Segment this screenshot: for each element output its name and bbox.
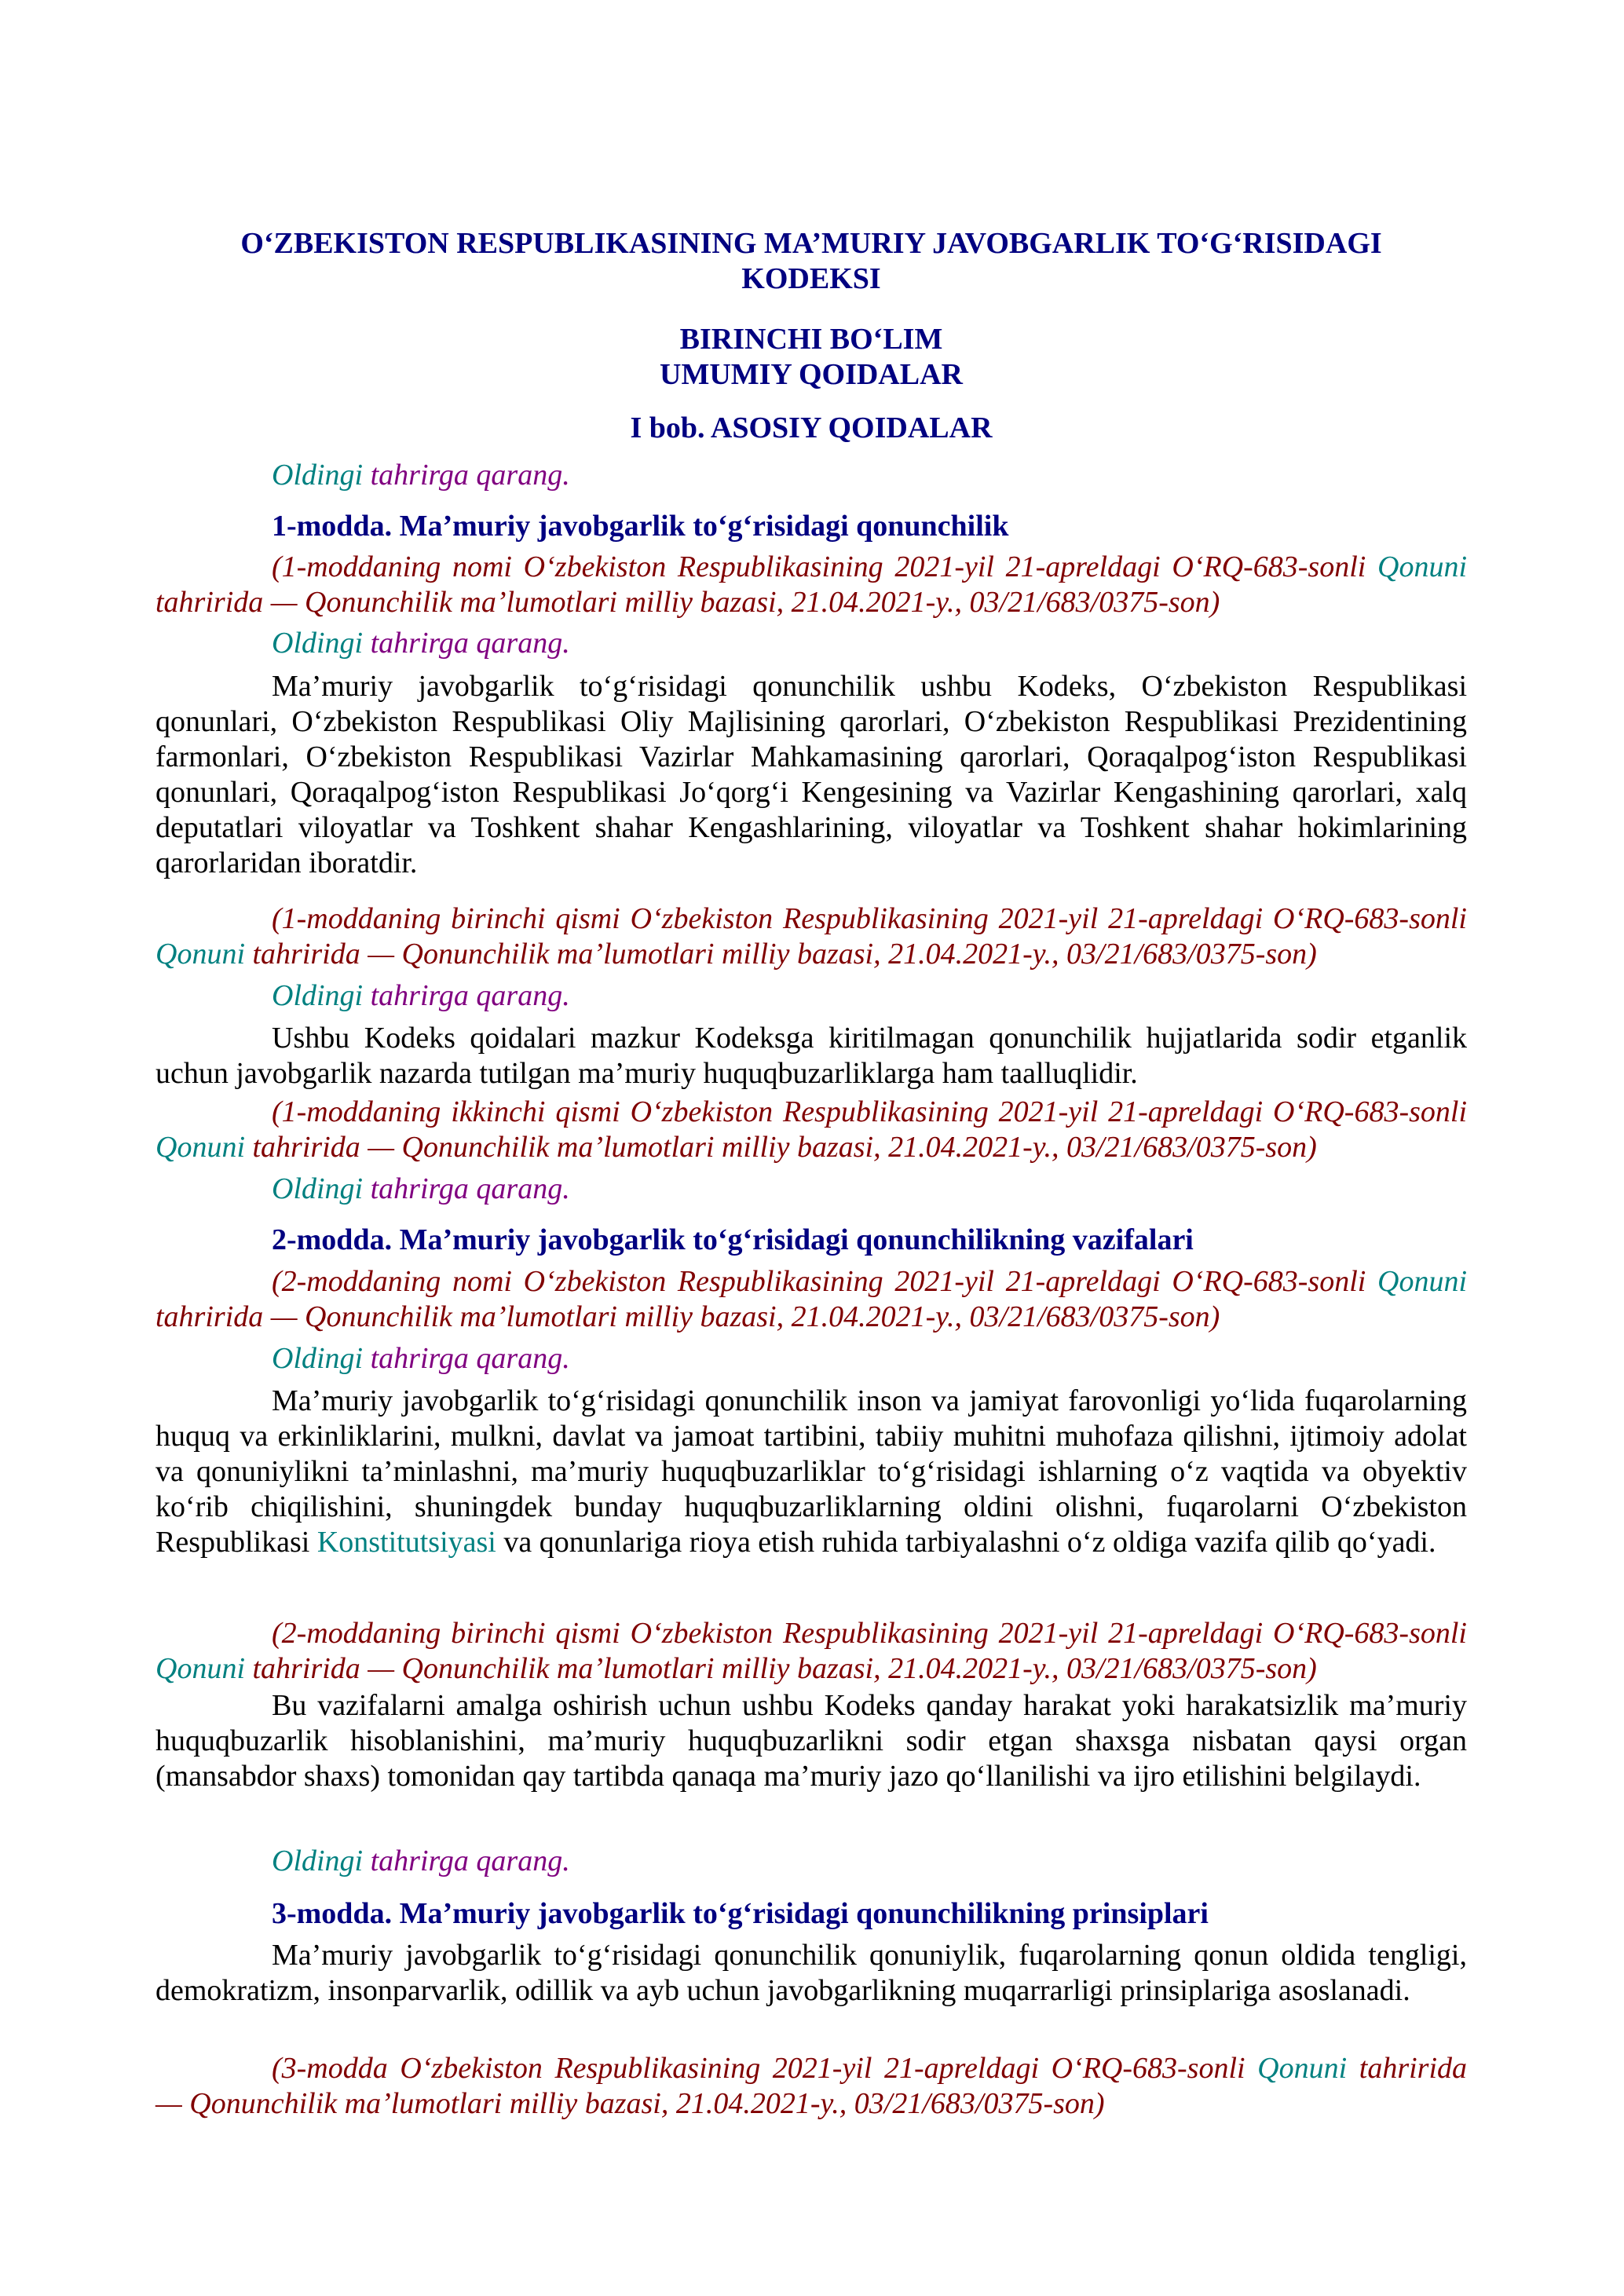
article-1-paragraph-1: Ma’muriy javobgarlik to‘g‘risidagi qonunchilik ushbu Kodeks, O‘zbekiston Respublikasi qonunlari, O‘zbekiston Respublikasi Oliy Majlisining qarorlari, O‘zbekiston Respublikasi Prezidentining farmonlari, O‘zbekiston Respublikasi Vazirlar Mahkamasining qarorlari, Qoraqalpog‘iston Respublikasi qonunlari, Qoraqalpog‘iston Respublikasi Jo‘qorg‘i Kengesining va Vazirlar Kengashining qarorlari, xalq deputatlari viloyatlar va Toshkent shahar Kengashlarining, viloyatlar va Toshkent shahar hokimlarining qarorlaridan iboratdir. xyxy=(155,670,1467,879)
article-2-title-note xyxy=(155,1264,1467,1335)
title-line-1: O‘ZBEKISTON RESPUBLIKASINING MA’MURIY JAVOBGARLIK TO‘G‘RISIDAGI xyxy=(240,227,1382,260)
law-link[interactable]: Qonuni xyxy=(1377,550,1467,583)
prev-link-word1[interactable]: Oldingi xyxy=(272,979,364,1012)
prev-link-word2[interactable]: tahrirga qarang. xyxy=(370,979,570,1012)
previous-edition-link[interactable] xyxy=(155,626,1583,661)
previous-edition-link[interactable] xyxy=(155,1172,1583,1207)
prev-link-word2[interactable]: tahrirga qarang. xyxy=(370,459,570,492)
note-text: (2-moddaning nomi O‘zbekiston Respublikasining 2021-yil 21-apreldagi O‘RQ-683-sonli xyxy=(272,1265,1377,1298)
article-3-paragraph-1: Ma’muriy javobgarlik to‘g‘risidagi qonunchilik qonuniylik, fuqarolarning qonun oldida tengligi, demokratizm, insonparvarlik, odillik va ayb uchun javobgarlikning muqarrarligi prinsiplariga asoslanadi. xyxy=(155,1939,1467,2007)
part-heading xyxy=(155,322,1467,393)
paragraph-text: Ma’muriy javobgarlik to‘g‘risidagi qonunchilik inson va jamiyat farovonligi yo‘lida fuqarolarning huquq va erkinliklarini, mulkni, davlat va jamoat tartibini, tabiiy muhitni muhofaza qilishni, ijtimoiy adolat va qonuniylikni ta’minlashni, ma’muriy huquqbuzarliklar to‘g‘risidagi ishlarning o‘z vaqtida va obyektiv ko‘rib chiqilishini, shuningdek bunday huquqbuzarliklarning oldini olishni, fuqarolarni O‘zbekiston Respublikasi xyxy=(155,1384,1467,1559)
prev-link-word1[interactable]: Oldingi xyxy=(272,1844,364,1877)
article-3-heading: 3-modda. Ma’muriy javobgarlik to‘g‘risidagi qonunchilikning prinsiplari xyxy=(272,1897,1209,1930)
paragraph-text: va qonunlariga rioya etish ruhida tarbiyalashni o‘z oldiga vazifa qilib qo‘yadi. xyxy=(496,1526,1436,1559)
law-link[interactable]: Qonuni xyxy=(155,1652,245,1685)
prev-link-word2[interactable]: tahrirga qarang. xyxy=(370,1342,570,1375)
chapter-heading: I bob. ASOSIY QOIDALAR xyxy=(630,411,993,444)
title-line-2: KODEKSI xyxy=(741,262,881,295)
note-text: (3-modda O‘zbekiston Respublikasining 2021-yil 21-apreldagi O‘RQ-683-sonli xyxy=(272,2052,1258,2085)
note-text: tahririda — Qonunchilik ma’lumotlari milliy bazasi, 21.04.2021-y., 03/21/683/0375-son) xyxy=(245,938,1317,971)
article-3-paragraph-1-note xyxy=(155,2051,1467,2122)
note-text: (1-moddaning ikkinchi qismi O‘zbekiston Respublikasining 2021-yil 21-apreldagi O‘RQ-683-sonli xyxy=(272,1095,1467,1128)
note-text: tahririda — Qonunchilik ma’lumotlari milliy bazasi, 21.04.2021-y., 03/21/683/0375-son) xyxy=(155,1300,1220,1333)
article-1-title-note xyxy=(155,550,1467,620)
prev-link-word2[interactable]: tahrirga qarang. xyxy=(370,627,570,660)
article-2-paragraph-1 xyxy=(155,1384,1467,1560)
previous-edition-link[interactable] xyxy=(155,1341,1583,1377)
previous-edition-link[interactable] xyxy=(155,458,1583,493)
prev-link-word2[interactable]: tahrirga qarang. xyxy=(370,1844,570,1877)
part-line-2: UMUMIY QOIDALAR xyxy=(660,358,963,391)
article-2-heading: 2-modda. Ma’muriy javobgarlik to‘g‘risidagi qonunchilikning vazifalari xyxy=(272,1223,1194,1256)
law-link[interactable]: Qonuni xyxy=(155,938,245,971)
part-line-1: BIRINCHI BO‘LIM xyxy=(679,323,943,356)
article-2-paragraph-2: Bu vazifalarni amalga oshirish uchun ushbu Kodeks qanday harakat yoki harakatsizlik ma’muriy huquqbuzarlik hisoblanishini, ma’muriy huquqbuzarlikni sodir etgan shaxsga nisbatan qaysi organ (mansabdor shaxs) tomonidan qay tartibda qanaqa ma’muriy jazo qo‘llanilishi va ijro etilishini belgilaydi. xyxy=(155,1689,1467,1793)
note-text: tahririda — Qonunchilik ma’lumotlari milliy bazasi, 21.04.2021-y., 03/21/683/0375-son) xyxy=(245,1131,1317,1164)
article-1-heading: 1-modda. Ma’muriy javobgarlik to‘g‘risidagi qonunchilik xyxy=(272,510,1009,543)
article-1-paragraph-2-note xyxy=(155,1095,1467,1165)
prev-link-word2[interactable]: tahrirga qarang. xyxy=(370,1172,570,1205)
article-2-paragraph-1-note xyxy=(155,1616,1467,1687)
constitution-link[interactable]: Konstitutsiyasi xyxy=(316,1526,496,1559)
note-text: tahririda — Qonunchilik ma’lumotlari milliy bazasi, 21.04.2021-y., 03/21/683/0375-son) xyxy=(155,586,1220,619)
prev-link-word1[interactable]: Oldingi xyxy=(272,1172,364,1205)
previous-edition-link[interactable] xyxy=(155,1844,1583,1879)
note-text: (1-moddaning birinchi qismi O‘zbekiston Respublikasining 2021-yil 21-apreldagi O‘RQ-683-sonli xyxy=(272,902,1467,935)
note-text: tahririda — Qonunchilik ma’lumotlari milliy bazasi, 21.04.2021-y., 03/21/683/0375-son) xyxy=(155,2052,1468,2120)
note-text: (2-moddaning birinchi qismi O‘zbekiston Respublikasining 2021-yil 21-apreldagi O‘RQ-683-sonli xyxy=(272,1617,1467,1650)
article-1-paragraph-1-note xyxy=(155,901,1467,972)
prev-link-word1[interactable]: Oldingi xyxy=(272,1342,364,1375)
prev-link-word1[interactable]: Oldingi xyxy=(272,627,364,660)
law-link[interactable]: Qonuni xyxy=(1377,1265,1467,1298)
note-text: (1-moddaning nomi O‘zbekiston Respublikasining 2021-yil 21-apreldagi O‘RQ-683-sonli xyxy=(272,550,1377,583)
document-title xyxy=(155,226,1467,297)
law-link[interactable]: Qonuni xyxy=(155,1131,245,1164)
article-1-paragraph-2: Ushbu Kodeks qoidalari mazkur Kodeksga kiritilmagan qonunchilik hujjatlarida sodir etganlik uchun javobgarlik nazarda tutilgan ma’muriy huquqbuzarliklarga ham taalluqlidir. xyxy=(155,1022,1467,1090)
law-link[interactable]: Qonuni xyxy=(1257,2052,1348,2085)
prev-link-word1[interactable]: Oldingi xyxy=(272,459,364,492)
note-text: tahririda — Qonunchilik ma’lumotlari milliy bazasi, 21.04.2021-y., 03/21/683/0375-son) xyxy=(245,1652,1317,1685)
previous-edition-link[interactable] xyxy=(155,978,1583,1014)
